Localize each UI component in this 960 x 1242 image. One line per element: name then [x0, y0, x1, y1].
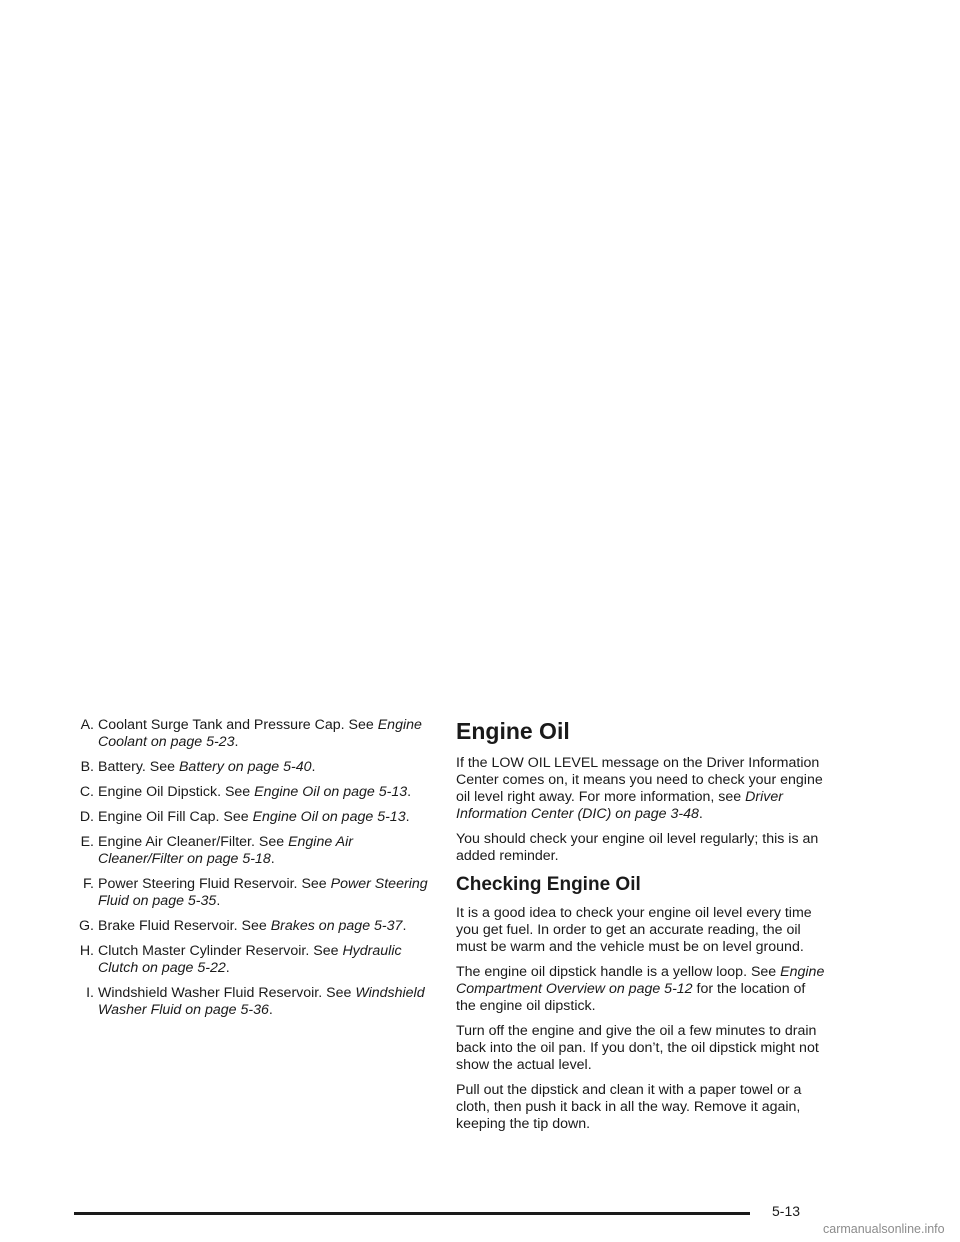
legend-letter: H.: [79, 943, 94, 959]
page-reference-link[interactable]: Brakes on page 5-37: [270, 918, 403, 934]
legend-item: E. Engine Air Cleaner/Filter. See Engine Air Cleaner/Filter on page 5-18.: [62, 834, 442, 868]
legend-text: Power Steering Fluid Reservoir. See: [98, 876, 331, 892]
legend-item: B. Battery. See Battery on page 5-40.: [62, 759, 442, 776]
legend-item: A. Coolant Surge Tank and Pressure Cap. See Engine Coolant on page 5-23.: [62, 717, 442, 751]
paragraph: Pull out the dipstick and clean it with a paper towel or a cloth, then push it back in all the way. Remove it again, keeping the tip down.: [456, 1082, 802, 1132]
page-reference-link[interactable]: Power Steering Fluid on page 5-35: [98, 876, 428, 909]
subsection-heading: Checking Engine Oil: [456, 874, 641, 895]
paragraph: It is a good idea to check your engine oil level every time you get fuel. In order to get an accurate reading, the oil must be warm and the vehicle must be on level ground.: [456, 905, 812, 955]
legend-letter: F.: [82, 876, 94, 892]
legend-text: Engine Oil Dipstick. See: [98, 784, 255, 800]
page-reference-link[interactable]: Engine Oil on page 5-13: [254, 784, 408, 800]
page-reference-link[interactable]: Driver Information Center (DIC) on page 3-48: [456, 789, 783, 822]
legend-letter: B.: [80, 759, 94, 775]
page-reference-link[interactable]: Battery on page 5-40: [178, 759, 312, 775]
legend-text: Clutch Master Cylinder Reservoir. See: [98, 943, 343, 959]
page-reference-link[interactable]: Engine Coolant on page 5-23: [98, 717, 422, 750]
legend-text: Battery. See: [98, 759, 179, 775]
page-reference-link[interactable]: Engine Air Cleaner/Filter on page 5-18: [98, 834, 353, 867]
legend-item: H. Clutch Master Cylinder Reservoir. See Hydraulic Clutch on page 5-22.: [62, 943, 442, 977]
paragraph: If the LOW OIL LEVEL message on the Driver Information Center comes on, it means you need to check your engine oil level right away. For more information, see Driver Information Center (DIC) on page 3-48.: [456, 755, 823, 822]
legend-text: Engine Air Cleaner/Filter. See: [98, 834, 289, 850]
legend-letter: I.: [86, 985, 94, 1001]
legend-text: Engine Oil Fill Cap. See: [98, 809, 253, 825]
legend-item: I. Windshield Washer Fluid Reservoir. See Windshield Washer Fluid on page 5-36.: [62, 985, 442, 1019]
engine-oil-section: [456, 717, 828, 1141]
page-number: 5-13: [772, 1203, 801, 1219]
legend-text: Coolant Surge Tank and Pressure Cap. See: [98, 717, 378, 733]
legend-item: F. Power Steering Fluid Reservoir. See Power Steering Fluid on page 5-35.: [62, 876, 442, 910]
legend-letter: C.: [79, 784, 94, 800]
legend-item: D. Engine Oil Fill Cap. See Engine Oil on page 5-13.: [62, 809, 442, 826]
legend-letter: A.: [80, 717, 94, 733]
legend-letter: E.: [80, 834, 94, 850]
legend-letter: D.: [79, 809, 94, 825]
legend-text: Windshield Washer Fluid Reservoir. See: [98, 985, 356, 1001]
legend-item: G. Brake Fluid Reservoir. See Brakes on page 5-37.: [62, 918, 442, 935]
section-heading: Engine Oil: [456, 718, 570, 744]
legend-text: Brake Fluid Reservoir. See: [98, 918, 271, 934]
footer-rule: [74, 1212, 750, 1215]
page-reference-link[interactable]: Hydraulic Clutch on page 5-22: [98, 943, 402, 976]
legend-item: C. Engine Oil Dipstick. See Engine Oil on page 5-13.: [62, 784, 442, 801]
paragraph: You should check your engine oil level regularly; this is an added reminder.: [456, 831, 819, 864]
engine-compartment-legend: [62, 717, 442, 1027]
paragraph: The engine oil dipstick handle is a yellow loop. See Engine Compartment Overview on page 5-12 for the location of the engine oil dipstick.: [456, 964, 825, 1014]
page-reference-link[interactable]: Engine Compartment Overview on page 5-12: [456, 964, 825, 997]
paragraph: Turn off the engine and give the oil a few minutes to drain back into the oil pan. If you don’t, the oil dipstick might not show the actual level.: [456, 1023, 819, 1073]
page-reference-link[interactable]: Windshield Washer Fluid on page 5-36: [98, 985, 425, 1018]
watermark: carmanualsonline.info: [823, 1222, 945, 1236]
legend-letter: G.: [79, 918, 94, 934]
page-reference-link[interactable]: Engine Oil on page 5-13: [252, 809, 406, 825]
